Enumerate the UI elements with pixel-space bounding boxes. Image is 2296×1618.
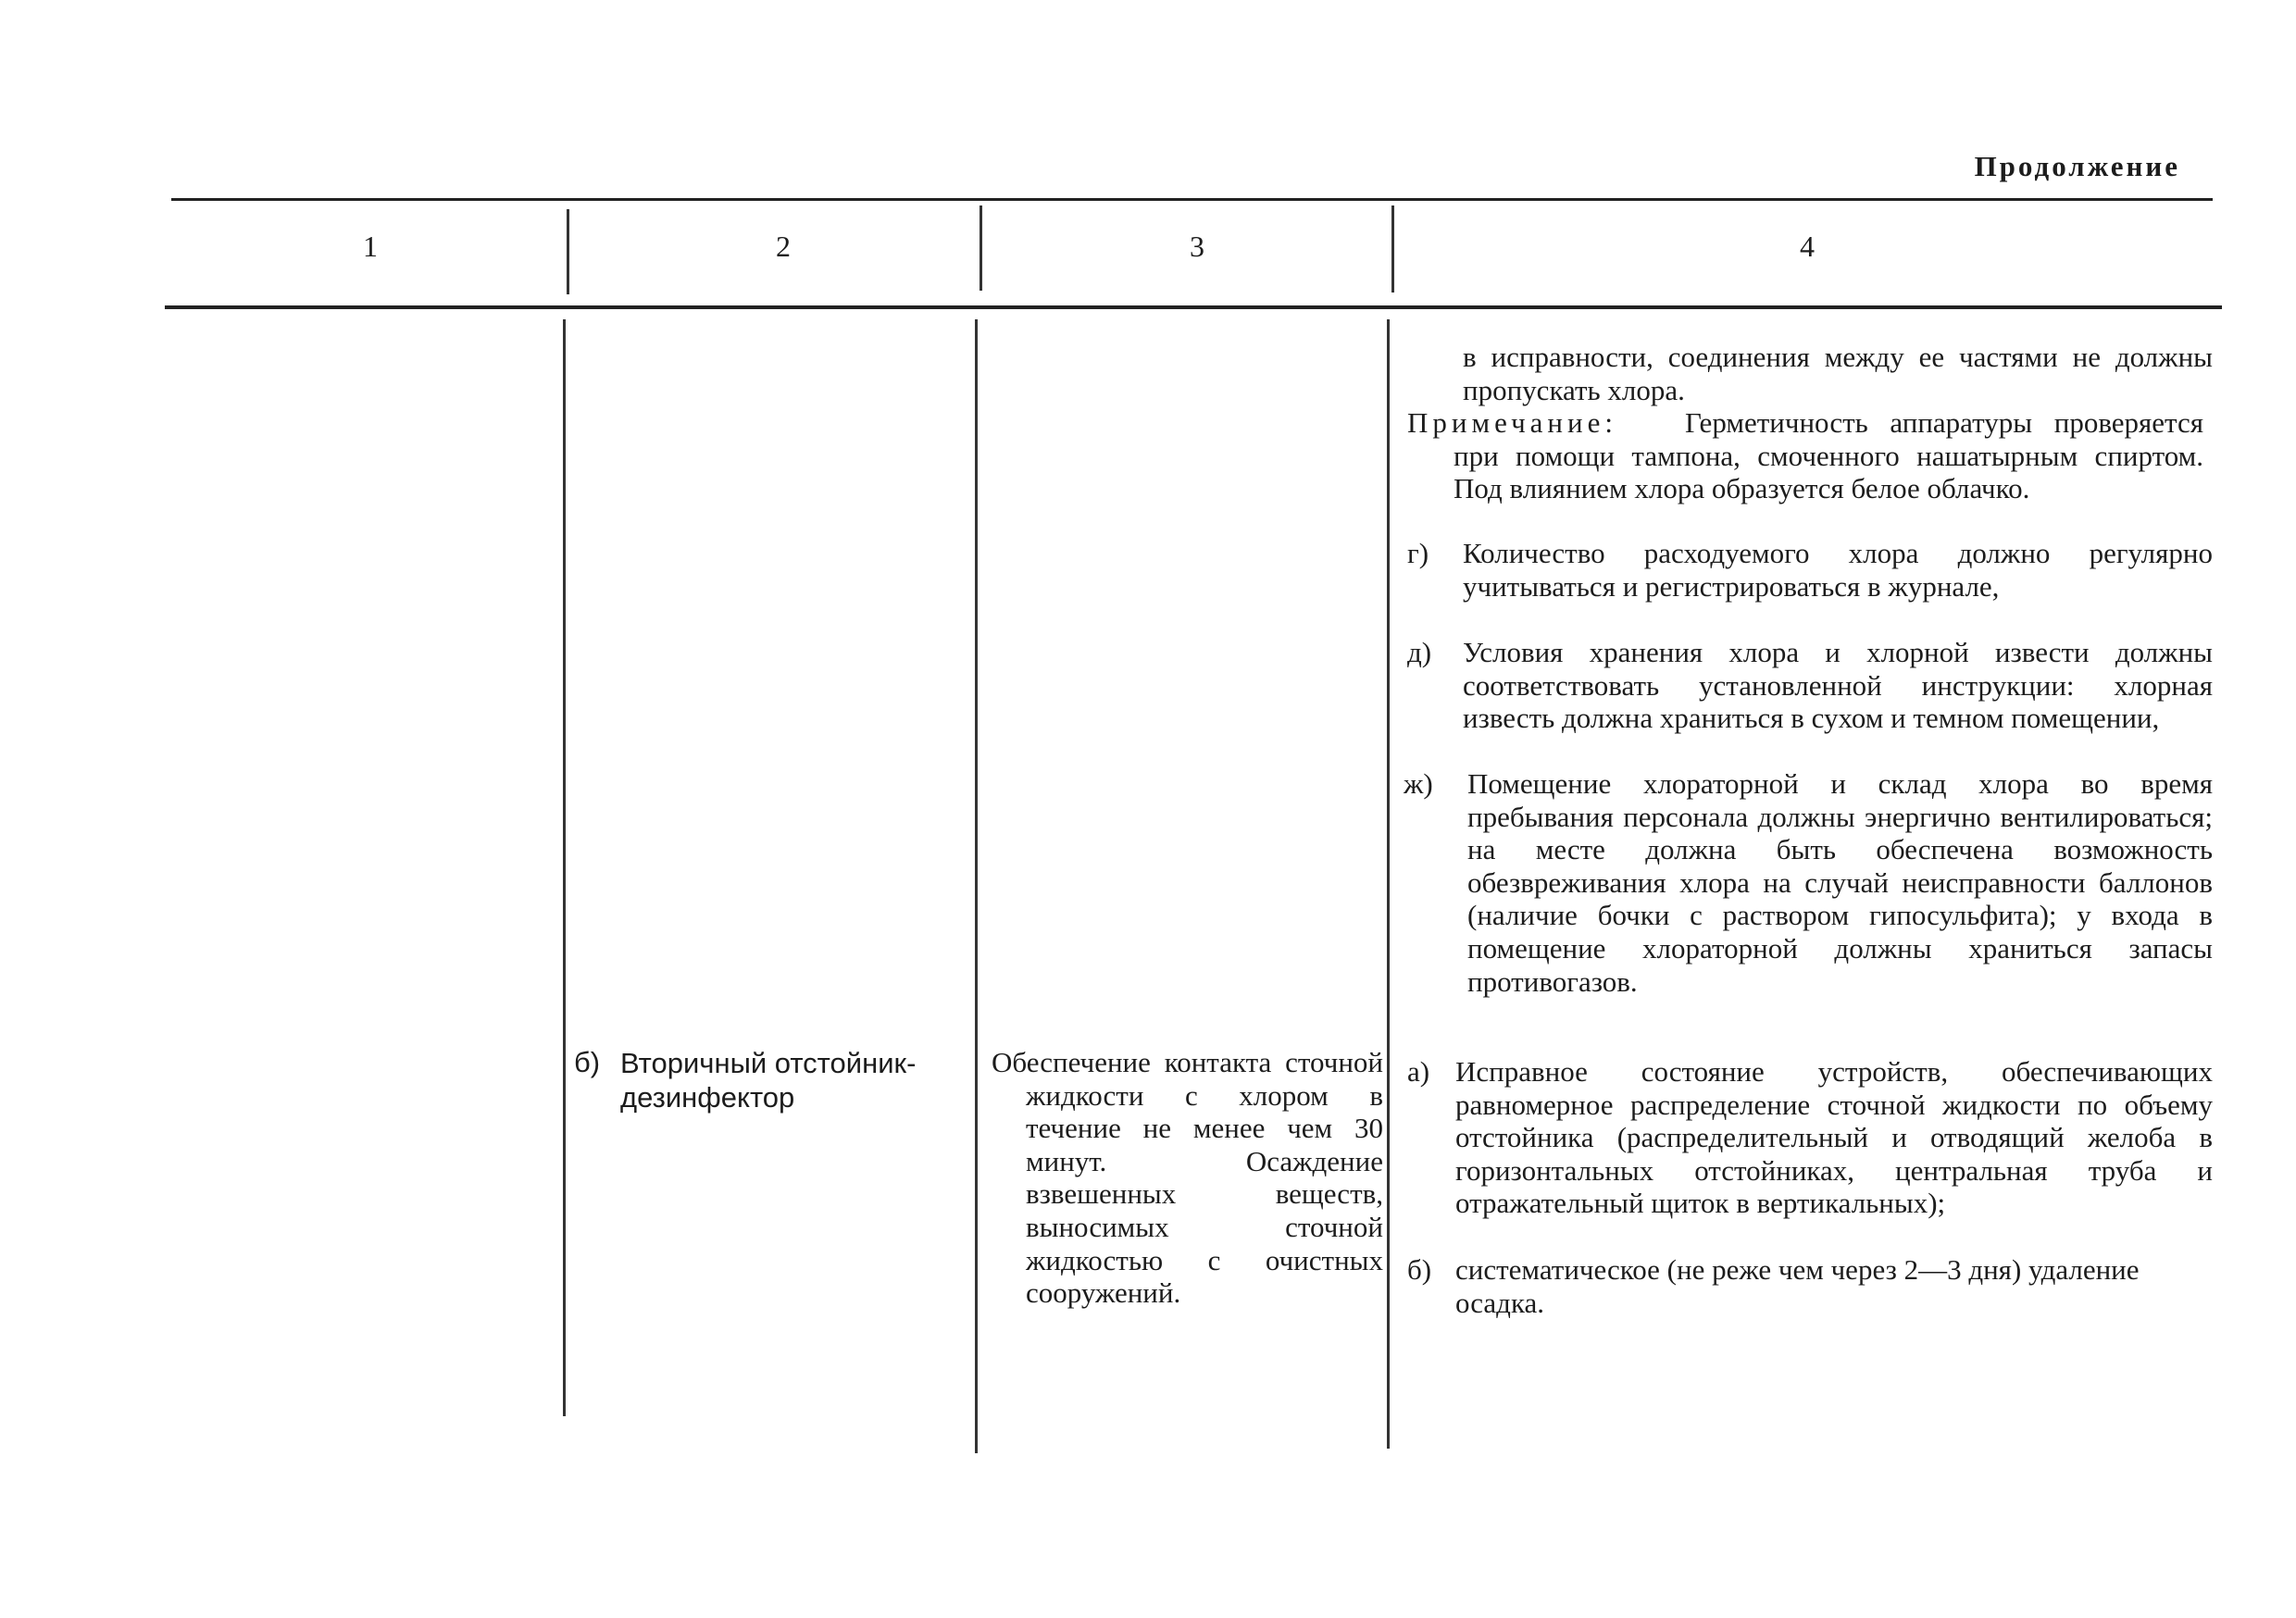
item-zh-marker: ж)	[1404, 767, 1433, 800]
column-header-1: 1	[363, 230, 378, 263]
item-g-marker: г)	[1407, 537, 1429, 569]
column-header-2: 2	[776, 230, 791, 263]
item-d-marker: д)	[1407, 636, 1432, 668]
column-header-4: 4	[1800, 230, 1815, 263]
column-divider-3-4	[1387, 319, 1390, 1449]
row-b-col3-content: Обеспечение контакта сточной жидкости с хлором в течение не менее чем 30 минут. Осаждение взвешенных веществ, выносимых сточной жидкостью с очистных сооружений.	[992, 1046, 1383, 1310]
column-divider-2-3	[975, 319, 978, 1453]
column-header-3: 3	[1190, 230, 1204, 263]
row-b-col4-item-a-text: Исправное состояние устройств, обеспечивающих равномерное распределение сточной жидкости по объему отстойника (распределительный и отводящий желоба в горизонтальных отстойниках, центральная труба и отражательный щиток в вертикальных);	[1455, 1055, 2213, 1220]
row-b-col4-item-a-marker: а)	[1407, 1055, 1430, 1088]
row-b-col2-marker: б)	[574, 1046, 601, 1078]
row-b-col2-text: Вторичный отстойник-дезинфектор	[620, 1047, 917, 1114]
column-divider-2-3-header	[980, 205, 982, 291]
continuation-label: Продолжение	[1974, 150, 2180, 182]
note-text: Герметичность аппаратуры проверяется при помощи тампона, смоченного нашатырным спиртом. Под влиянием хлора образуется белое облачко.	[1454, 406, 2203, 505]
column-divider-3-4-header	[1391, 205, 1394, 292]
item-g-text: Количество расходуемого хлора должно регулярно учитываться и регистрироваться в журнале,	[1463, 537, 2213, 603]
item-d-text: Условия хранения хлора и хлорной извести должны соответствовать установленной инструкции: хлорная известь должна храниться в сухом и темном помещении,	[1463, 636, 2213, 735]
note-label: Примечание:	[1407, 406, 1617, 439]
header-bottom-rule	[165, 305, 2222, 309]
column-divider-1-2	[563, 319, 566, 1416]
column-divider-1-2-header	[567, 209, 569, 294]
col4-continuation-text: в исправности, соединения между ее частями не должны пропускать хлора.	[1463, 341, 2213, 406]
item-zh-text: Помещение хлораторной и склад хлора во время пребывания персонала должны энергично вентилироваться; на месте должна быть обеспечена возможность обезвреживания хлора на случай неисправности баллонов (наличие бочки с раствором гипосульфита); у входа в помещение хлораторной должны храниться запасы противогазов.	[1467, 767, 2213, 998]
table-top-rule	[171, 198, 2213, 201]
row-b-col4-item-b-marker: б)	[1407, 1253, 1432, 1286]
row-b-col3-text	[992, 1046, 1383, 1310]
row-b-col4-item-b-text: систематическое (не реже чем через 2—3 дня) удаление осадка.	[1455, 1253, 2140, 1319]
